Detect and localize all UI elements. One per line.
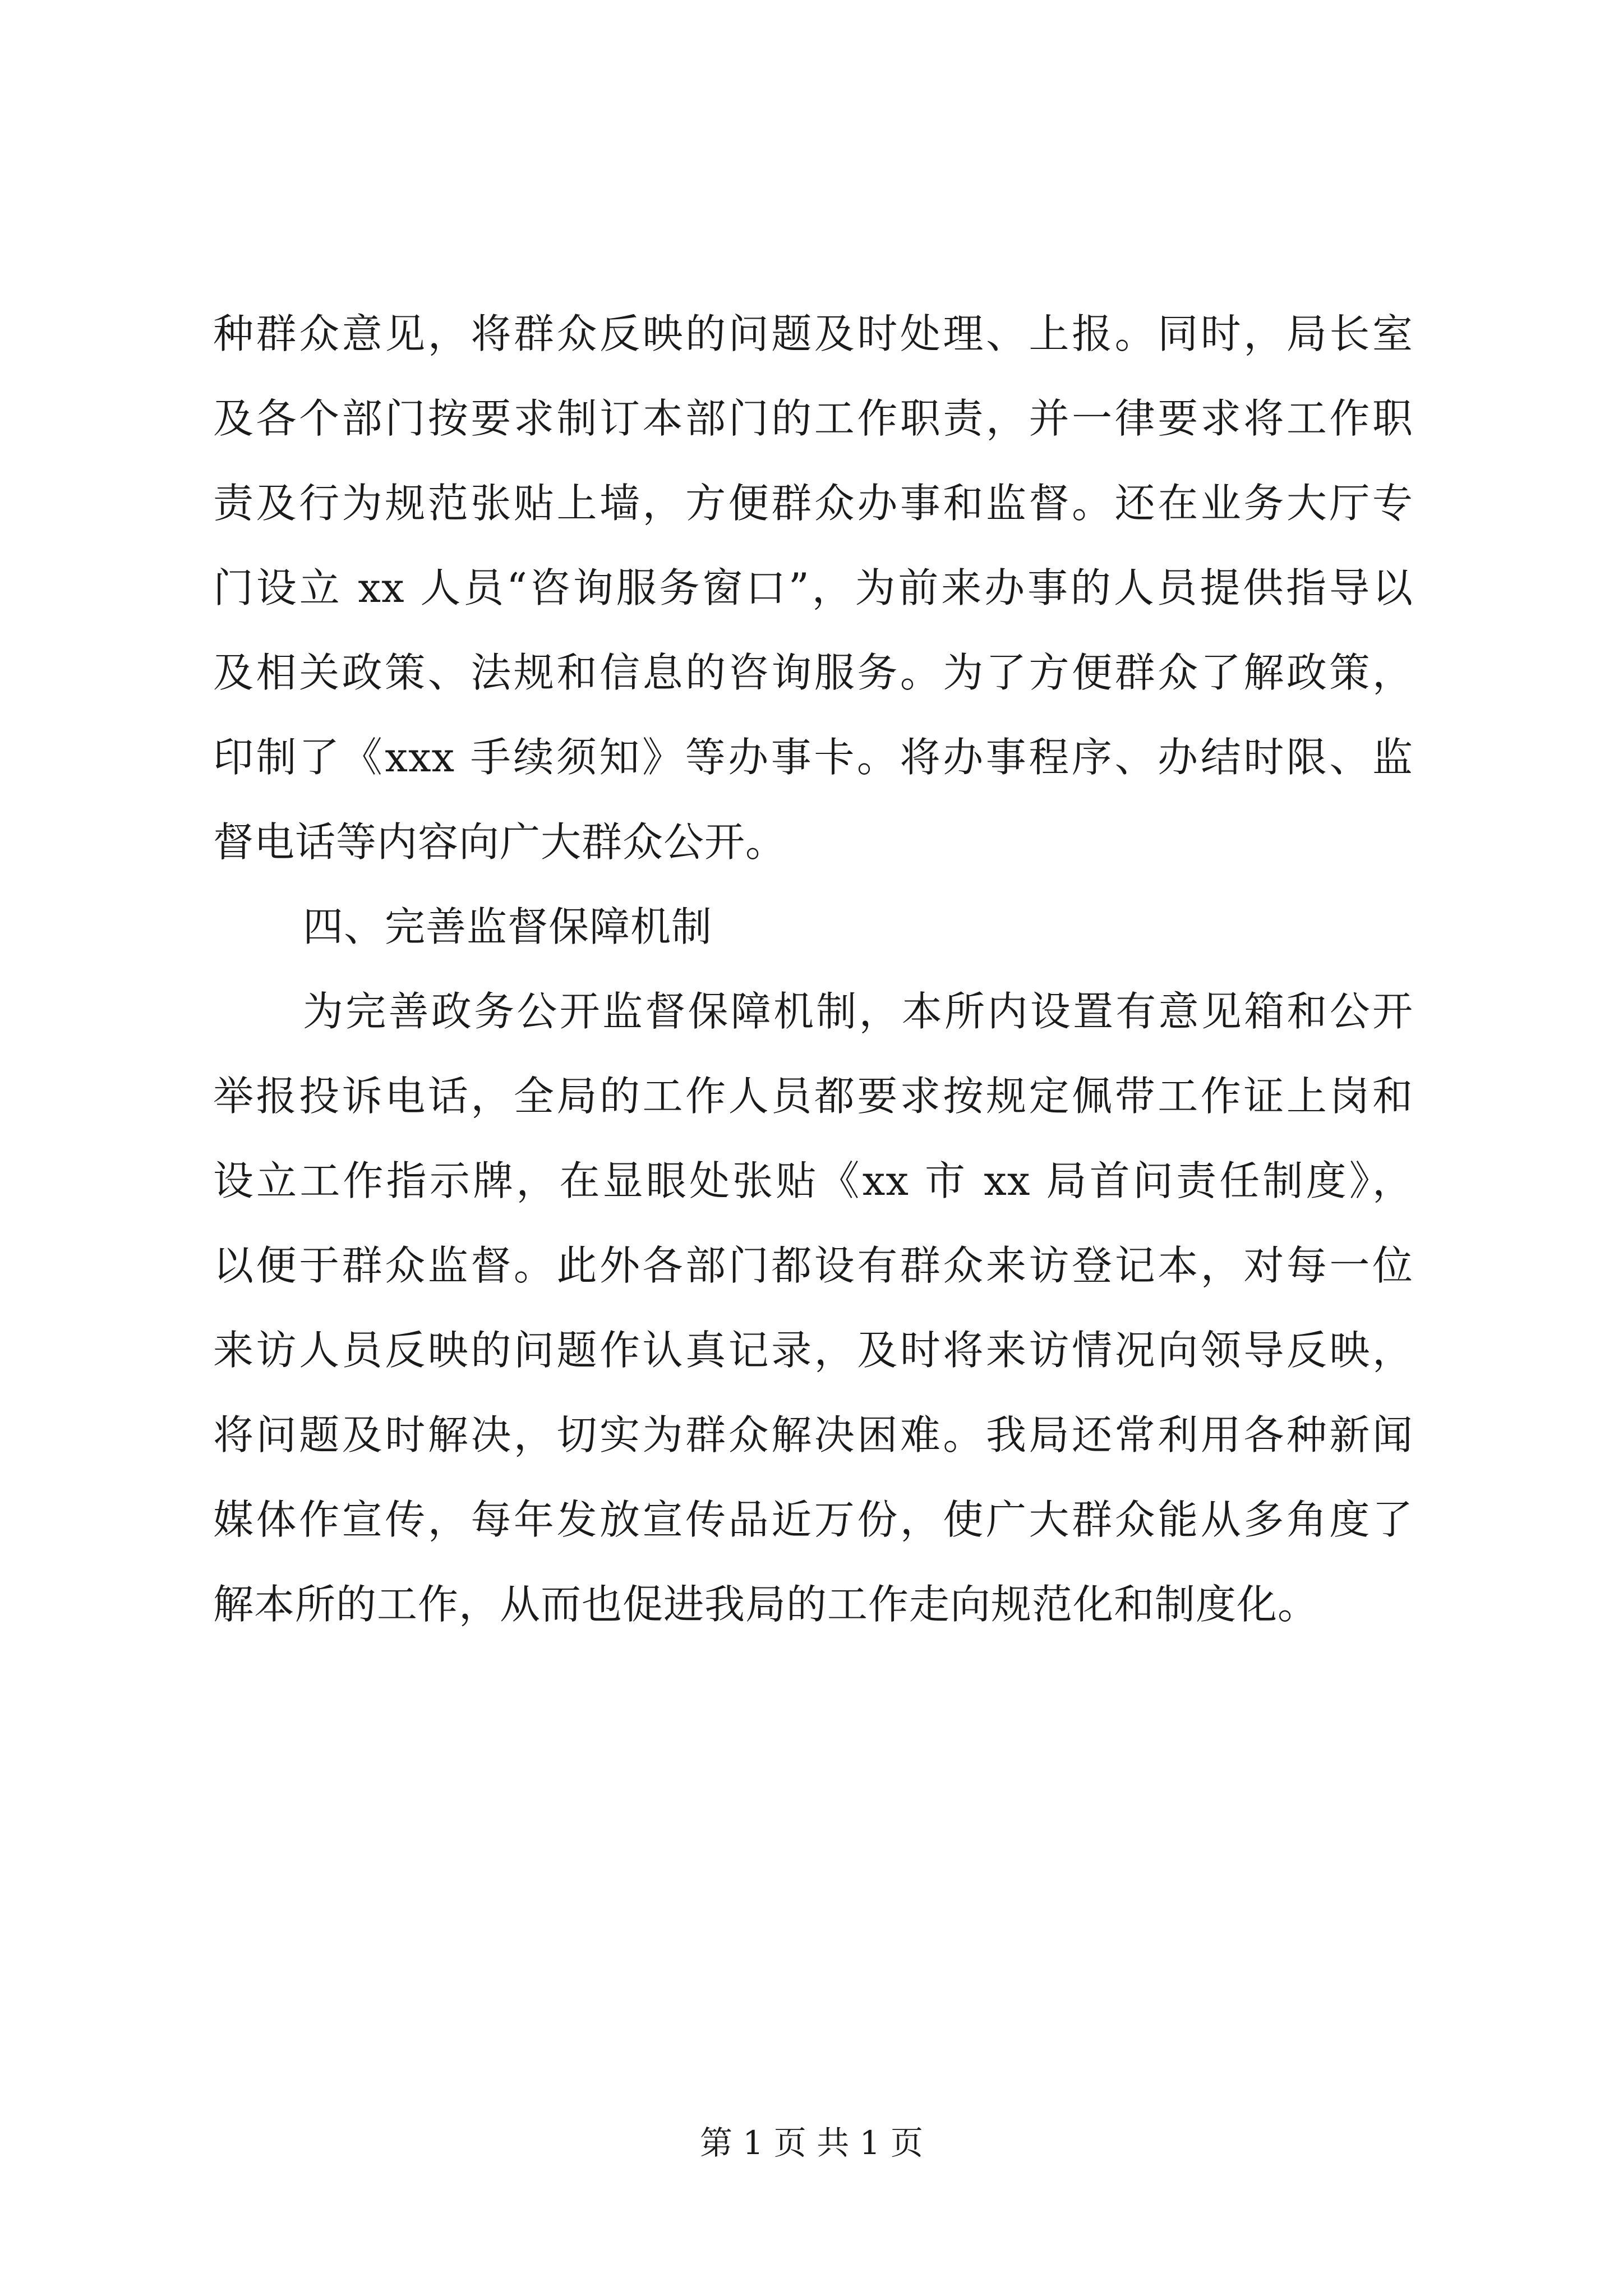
paragraph-line: 印制了《xxx 手续须知》等办事卡。将办事程序、办结时限、监 bbox=[213, 734, 1413, 781]
paragraph-line: 及相关政策、法规和信息的咨询服务。为了方便群众了解政策， bbox=[213, 649, 1413, 696]
paragraph-line: 以便于群众监督。此外各部门都设有群众来访登记本，对每一位 bbox=[213, 1242, 1413, 1289]
paragraph-line: 种群众意见，将群众反映的问题及时处理、上报。同时，局长室 bbox=[213, 310, 1413, 357]
paragraph-line: 门设立 xx 人员“咨询服务窗口”，为前来办事的人员提供指导以 bbox=[213, 564, 1413, 611]
paragraph-line: 来访人员反映的问题作认真记录，及时将来访情况向领导反映， bbox=[213, 1327, 1413, 1374]
paragraph-line: 及各个部门按要求制订本部门的工作职责，并一律要求将工作职 bbox=[213, 395, 1413, 442]
paragraph-line: 督电话等内容向广大群众公开。 bbox=[213, 818, 787, 866]
page-number-footer: 第 1 页 共 1 页 bbox=[700, 2124, 923, 2162]
section-heading: 四、完善监督保障机制 bbox=[303, 903, 713, 950]
paragraph-line: 责及行为规范张贴上墙，方便群众办事和监督。还在业务大厅专 bbox=[213, 480, 1413, 527]
paragraph-line: 举报投诉电话，全局的工作人员都要求按规定佩带工作证上岗和 bbox=[213, 1073, 1413, 1120]
paragraph-line: 设立工作指示牌，在显眼处张贴《xx 市 xx 局首问责任制度》， bbox=[213, 1157, 1413, 1204]
paragraph-line: 解本所的工作，从而也促进我局的工作走向规范化和制度化。 bbox=[213, 1581, 1319, 1628]
paragraph-line: 为完善政务公开监督保障机制，本所内设置有意见箱和公开 bbox=[303, 988, 1413, 1035]
paragraph-line: 将问题及时解决，切实为群众解决困难。我局还常利用各种新闻 bbox=[213, 1411, 1413, 1458]
paragraph-line: 媒体作宣传，每年发放宣传品近万份，使广大群众能从多角度了 bbox=[213, 1496, 1413, 1543]
body-text bbox=[213, 292, 1413, 1647]
